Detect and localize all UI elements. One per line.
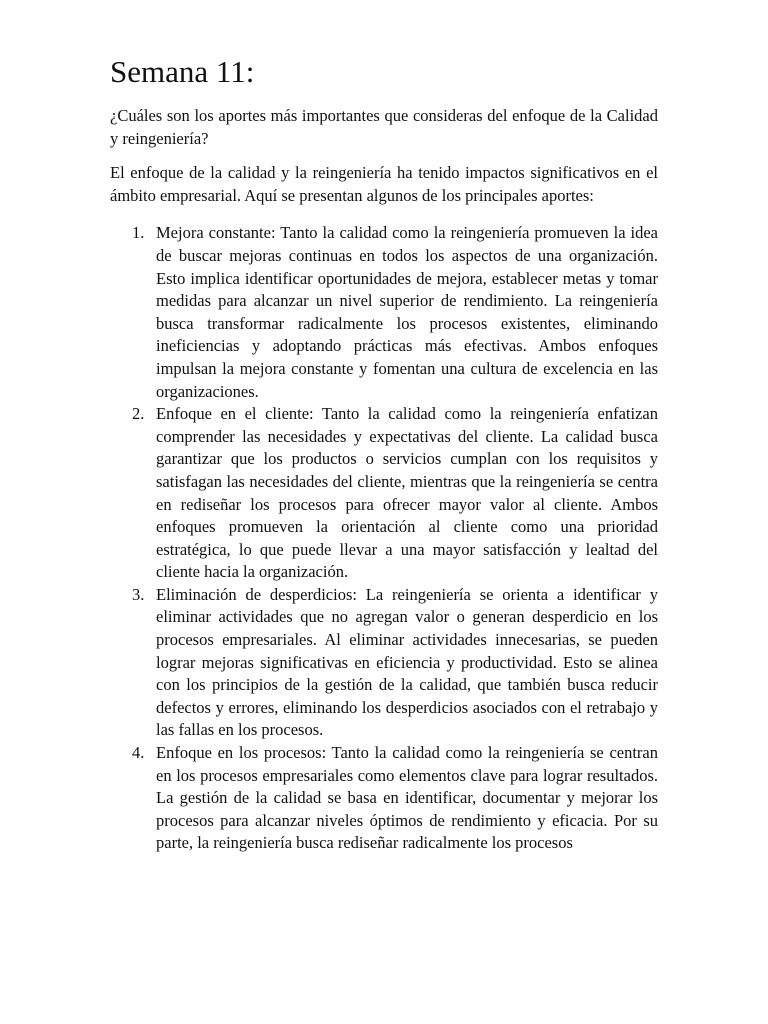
list-item-text: Mejora constante: Tanto la calidad como la reingeniería promueven la idea de buscar mejoras continuas en todos los aspectos de una organización. Esto implica identificar oportunidades de mejora, establecer metas y tomar medidas para alcanzar un nivel superior de rendimiento. La reingeniería busca transformar radicalmente los procesos existentes, eliminando ineficiencias y adoptando prácticas más efectivas. Ambos enfoques impulsan la mejora constante y fomentan una cultura de excelencia en las organizaciones. [156,223,658,401]
list-item [110,584,658,742]
question-paragraph: ¿Cuáles son los aportes más importantes que consideras del enfoque de la Calidad y reingeniería? [110,106,658,148]
list-item-number: 4. [132,743,145,763]
list-item [110,403,658,584]
list-item [110,742,658,855]
list-item-text: Enfoque en el cliente: Tanto la calidad como la reingeniería enfatizan comprender las necesidades y expectativas del cliente. La calidad busca garantizar que los productos o servicios cumplan con los requisitos y satisfagan las necesidades del cliente, mientras que la reingeniería se centra en rediseñar los procesos para ofrecer mayor valor al cliente. Ambos enfoques promueven la orientación al cliente como una prioridad estratégica, lo que puede llevar a una mayor satisfacción y lealtad del cliente hacia la organización. [156,404,658,582]
list-item-text: Eliminación de desperdicios: La reingeniería se orienta a identificar y eliminar actividades que no agregan valor o generan desperdicio en los procesos empresariales. Al eliminar actividades innecesarias, se pueden lograr mejoras significativas en eficiencia y productividad. Esto se alinea con los principios de la gestión de la calidad, que también busca reducir defectos y errores, eliminando los desperdicios asociados con el retrabajo y las fallas en los procesos. [156,584,658,740]
page-title: Semana 11: [110,54,255,89]
intro-paragraph: El enfoque de la calidad y la reingeniería ha tenido impactos significativos en el ámbito empresarial. Aquí se presentan algunos de los principales aportes: [110,163,658,205]
list-item-number: 2. [132,404,145,424]
aportes-list [110,222,658,855]
list-item-number: 1. [132,223,145,243]
list-item [110,222,658,403]
list-item-number: 3. [132,584,145,604]
list-item-text: Enfoque en los procesos: Tanto la calidad como la reingeniería se centran en los procesos empresariales como elementos clave para lograr resultados. La gestión de la calidad se basa en identificar, documentar y mejorar los procesos para alcanzar niveles óptimos de rendimiento y eficacia. Por su parte, la reingeniería busca rediseñar radicalmente los procesos [156,743,658,853]
document-page [110,52,658,852]
